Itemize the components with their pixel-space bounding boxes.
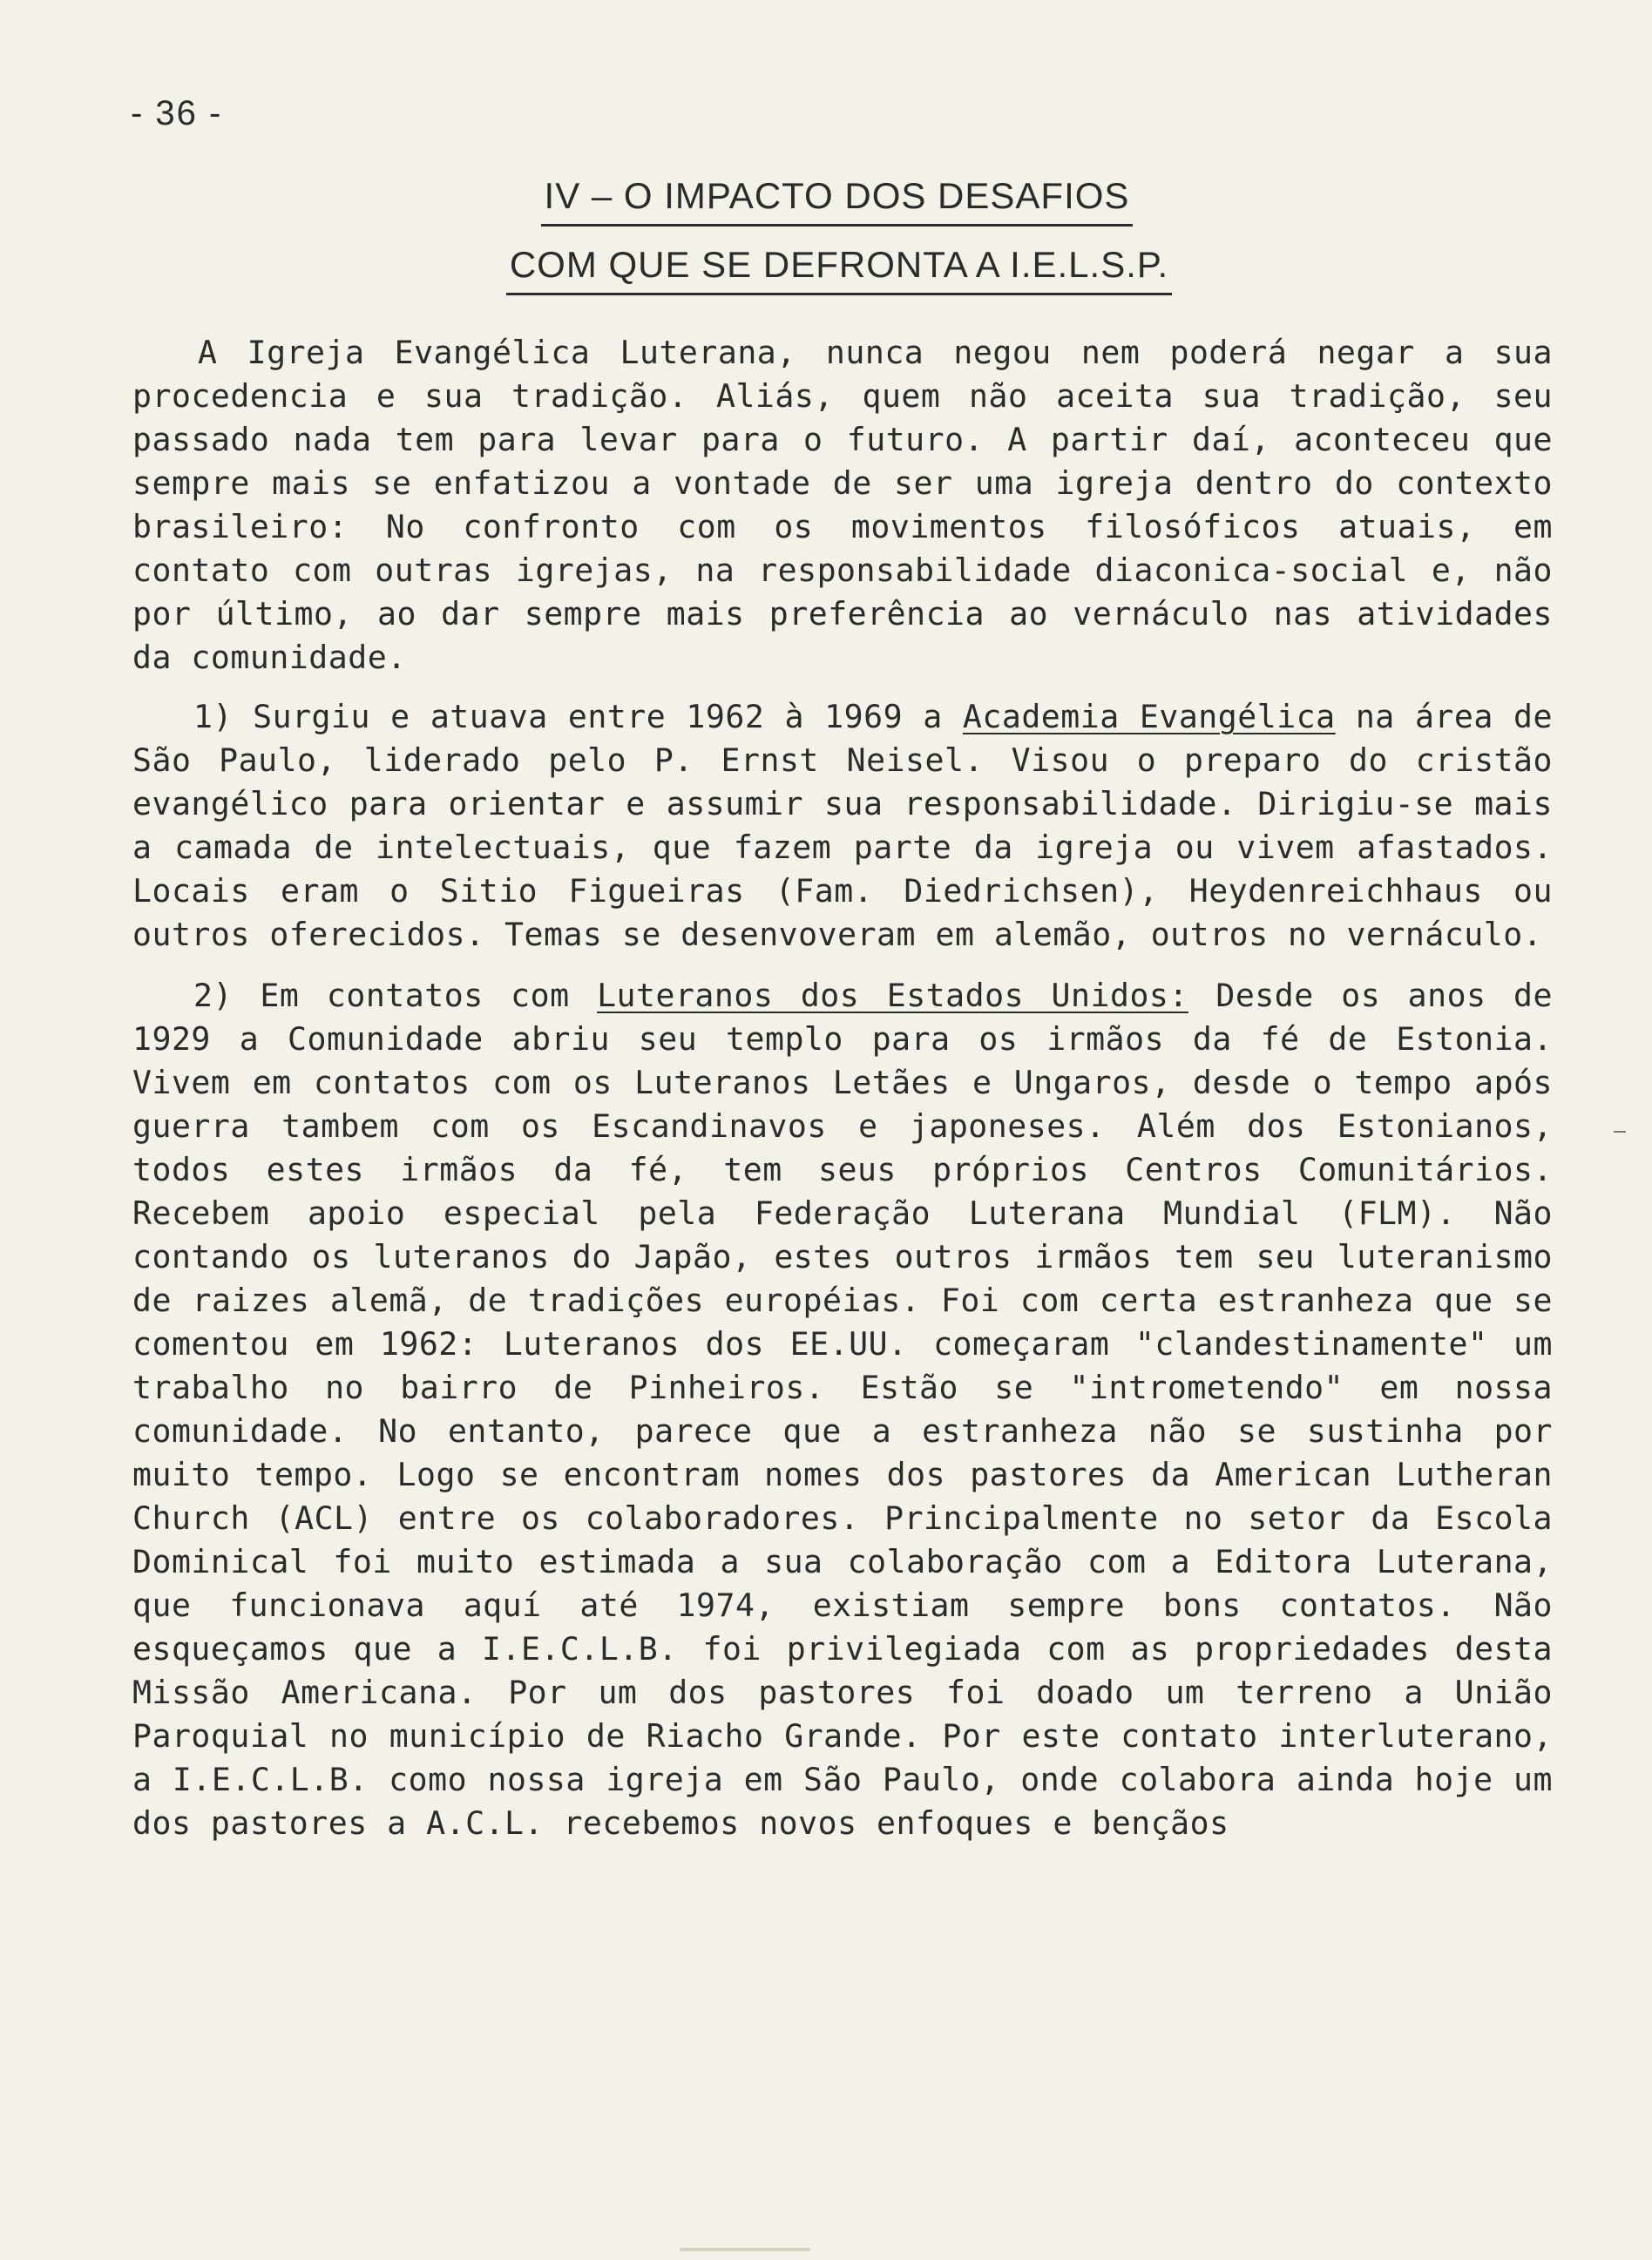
section-1-underlined-term: Academia Evangélica — [962, 698, 1336, 735]
chapter-heading — [0, 170, 1652, 295]
section-2-paragraph — [132, 974, 1553, 1845]
section-1-paragraph — [132, 695, 1553, 957]
section-2-prefix: 2) Em contatos com — [193, 977, 598, 1014]
paper-smudge — [680, 2248, 810, 2251]
heading-line-1: IV – O IMPACTO DOS DESAFIOS — [541, 170, 1134, 227]
section-2-underlined-term: Luteranos dos Estados Unidos: — [597, 977, 1188, 1014]
section-1-prefix: 1) Surgiu e atuava entre 1962 à 1969 a — [193, 698, 963, 735]
page-number: - 36 - — [131, 94, 223, 132]
intro-paragraph: A Igreja Evangélica Luterana, nunca negou nem poderá negar a sua procedencia e sua tradição. Aliás, quem não aceita sua tradição, seu passado nada tem para levar para o futuro. A partir daí, aconteceu que sempre mais se enfatizou a vontade de ser uma igreja dentro do contexto brasileiro: No confronto com os movimentos filosóficos atuais, em contato com outras igrejas, na responsabilidade diaconica-social e, não por último, ao dar sempre mais preferência ao vernáculo nas atividades da comunidade. — [132, 334, 1553, 676]
margin-mark — [1614, 1131, 1626, 1133]
section-2-text: Desde os anos de 1929 a Comunidade abriu seu templo para os irmãos da fé de Estonia. Vivem em contatos com os Luteranos Letães e Ungaros, desde o tempo após guerra tambem com os Escandinavos e japoneses. Além dos Estonianos, todos estes irmãos da fé, tem seus próprios Centros Comunitários. Recebem apoio especial pela Federação Luterana Mundial (FLM). Não contando os luteranos do Japão, estes outros irmãos tem seu luteranismo de raizes alemã, de tradições européias. Foi com certa estranheza que se comentou em 1962: Luteranos dos EE.UU. começaram "clandestinamente" um trabalho no bairro de Pinheiros. Estão se "intrometendo" em nossa comunidade. No entanto, parece que a estranheza não se sustinha por muito tempo. Logo se encontram nomes dos pastores da American Lutheran Church (ACL) entre os colaboradores. Principalmente no setor da Escola Dominical foi muito estimada a sua colaboração com a Editora Luterana, que funcionava aquí até 1974, existiam sempre bons contatos. Não esqueçamos que a I.E.C.L.B. foi privilegiada com as propriedades desta Missão Americana. Por um dos pastores foi doado um terreno a União Paroquial no município de Riacho Grande. Por este contato interluterano, a I.E.C.L.B. como nossa igreja em São Paulo, onde colabora ainda hoje um dos pastores a A.C.L. recebemos novos enfoques e bençãos — [132, 977, 1553, 1842]
body-text — [132, 331, 1553, 1863]
section-1-text: na área de São Paulo, liderado pelo P. Ernst Neisel. Visou o preparo do cristão evangélico para orientar e assumir sua responsabilidade. Dirigiu-se mais a camada de intelectuais, que fazem parte da igreja ou vivem afastados. Locais eram o Sitio Figueiras (Fam. Diedrichsen), Heydenreichhaus ou outros oferecidos. Temas se desenvoveram em alemão, outros no vernáculo. — [132, 698, 1553, 953]
heading-line-2: COM QUE SE DEFRONTA A I.E.L.S.P. — [506, 239, 1172, 295]
